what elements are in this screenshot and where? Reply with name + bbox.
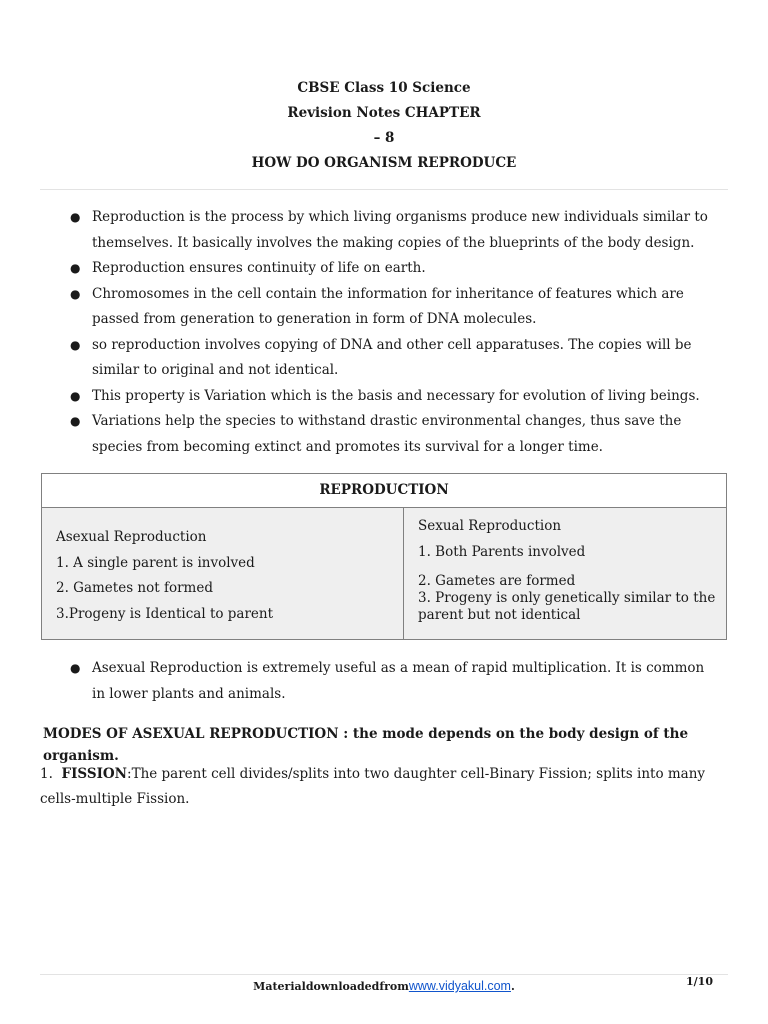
bullet-icon: ● bbox=[70, 261, 81, 275]
sexual-title: Sexual Reproduction bbox=[418, 518, 562, 534]
asexual-note-list bbox=[0, 656, 768, 707]
bullet-icon: ● bbox=[70, 388, 81, 403]
modes-heading: MODES OF ASEXUAL REPRODUCTION : the mode depends on the body design of the organism. bbox=[43, 726, 689, 764]
asexual-title: Asexual Reproduction bbox=[56, 529, 207, 545]
footer-prefix: Materialdownloadedfrom bbox=[253, 980, 409, 993]
bullet-item bbox=[0, 282, 768, 333]
bullet-text: so reproduction involves copying of DNA and other cell apparatuses. The copies will be similar to original and not identical. bbox=[92, 336, 692, 378]
bullet-text: Asexual Reproduction is extremely useful as a mean of rapid multiplication. It is common in lower plants and animals. bbox=[92, 660, 705, 702]
asexual-item: 2. Gametes not formed bbox=[56, 580, 213, 596]
document-header bbox=[0, 76, 768, 176]
asexual-item: 1. A single parent is involved bbox=[56, 554, 255, 571]
sexual-column bbox=[404, 508, 726, 640]
vidyakul-link[interactable]: www.vidyakul.com bbox=[408, 979, 511, 993]
bullet-icon: ● bbox=[70, 210, 81, 224]
bullet-text: Reproduction is the process by which living organisms produce new individuals similar to themselves. It basically involves the making copies of the blueprints of the body design. bbox=[92, 209, 708, 251]
footer bbox=[0, 977, 768, 996]
bullet-item bbox=[0, 333, 768, 384]
bullet-item bbox=[0, 656, 768, 707]
bullet-text: Variations help the species to withstand drastic environmental changes, thus save the species from becoming extinct and promotes its survival for a longer time. bbox=[92, 413, 682, 455]
header-divider bbox=[40, 189, 728, 190]
sexual-item: 3. Progeny is only genetically similar to the parent but not identical bbox=[418, 590, 716, 623]
page-number: 1/10 bbox=[686, 975, 713, 988]
bullet-icon: ● bbox=[70, 661, 81, 675]
bullet-item bbox=[0, 384, 768, 410]
bullet-icon: ● bbox=[70, 337, 81, 352]
bullet-icon: ● bbox=[70, 286, 81, 301]
bullet-item bbox=[0, 205, 768, 256]
fission-number: 1. bbox=[40, 766, 53, 782]
header-line-3: – 8 bbox=[373, 130, 395, 146]
intro-bullet-list bbox=[0, 205, 768, 460]
bullet-text: Reproduction ensures continuity of life on earth. bbox=[92, 260, 426, 276]
header-line-1: CBSE Class 10 Science bbox=[297, 80, 471, 96]
asexual-column bbox=[42, 508, 404, 640]
footer-suffix: . bbox=[510, 980, 515, 993]
chapter-title: HOW DO ORGANISM REPRODUCE bbox=[251, 155, 517, 171]
reproduction-table bbox=[41, 473, 727, 640]
header-line-2: Revision Notes CHAPTER bbox=[287, 105, 481, 121]
fission-term: FISSION bbox=[61, 766, 128, 782]
sexual-item: 1. Both Parents involved bbox=[418, 543, 586, 560]
bullet-item bbox=[0, 409, 768, 460]
asexual-item: 3.Progeny is Identical to parent bbox=[56, 605, 274, 622]
bullet-icon: ● bbox=[70, 414, 81, 428]
footer-divider bbox=[40, 974, 728, 975]
bullet-text: This property is Variation which is the basis and necessary for evolution of living beings. bbox=[92, 387, 700, 404]
bullet-item bbox=[0, 256, 768, 282]
fission-text: :The parent cell divides/splits into two daughter cell-Binary Fission; splits into many cells-multiple Fission. bbox=[40, 766, 706, 807]
table-heading: REPRODUCTION bbox=[42, 474, 726, 508]
sexual-item: 2. Gametes are formed bbox=[418, 573, 576, 589]
fission-paragraph bbox=[40, 762, 710, 812]
bullet-text: Chromosomes in the cell contain the information for inheritance of features which are passed from generation to generation in form of DNA molecules. bbox=[92, 285, 684, 327]
